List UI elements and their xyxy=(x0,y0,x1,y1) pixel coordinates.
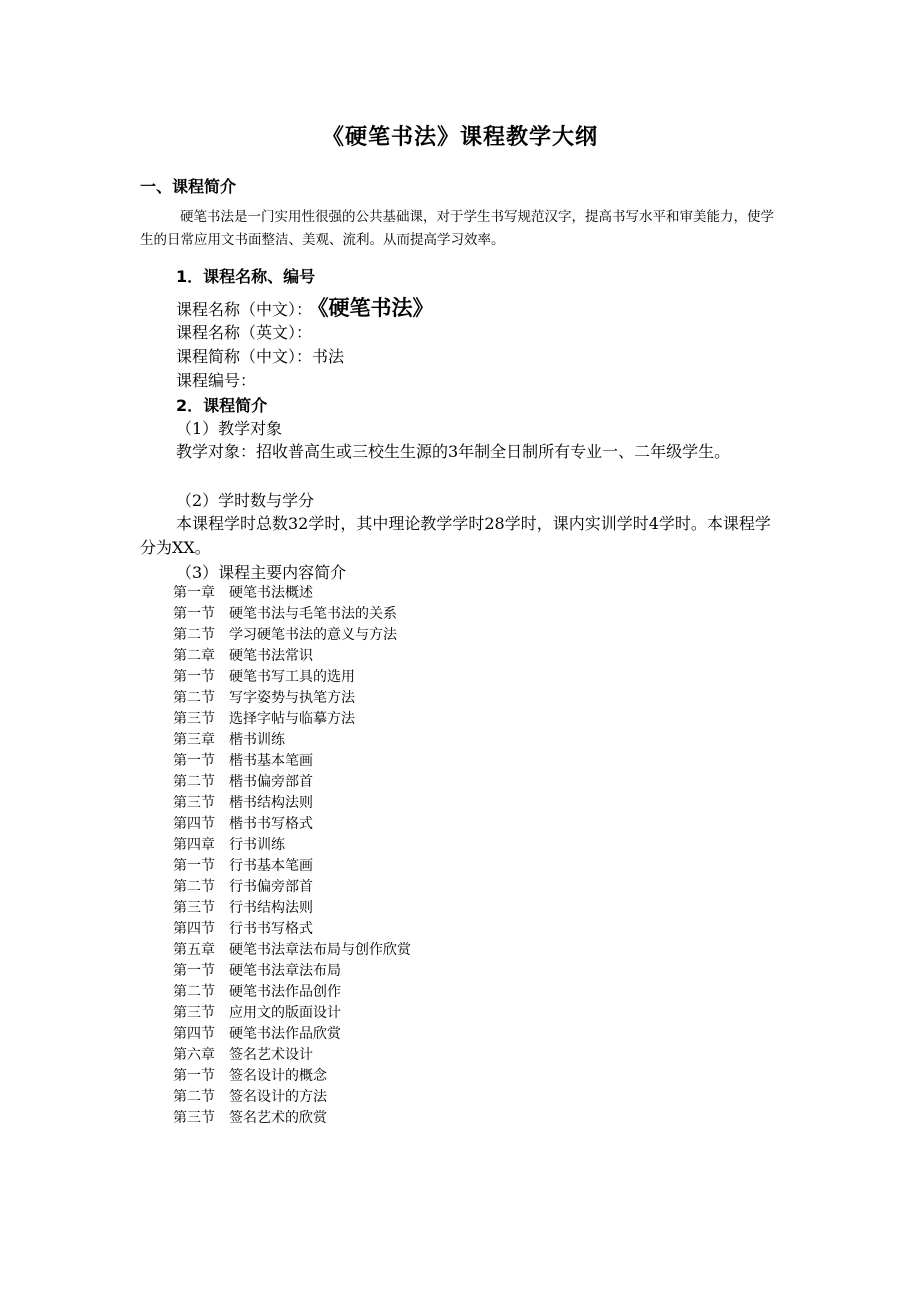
contents-item-title: 硬笔书法作品欣赏 xyxy=(229,1026,341,1042)
contents-item-title: 选择字帖与临摹方法 xyxy=(229,711,355,727)
contents-item-title: 楷书结构法则 xyxy=(229,795,313,811)
heading-course-intro: 2．课程简介 xyxy=(176,396,268,415)
contents-item-number: 第一节 xyxy=(173,669,215,685)
contents-item-number: 第一节 xyxy=(173,963,215,979)
contents-item-number: 第二节 xyxy=(173,1089,215,1105)
heading-course-name-code: 1．课程名称、编号 xyxy=(176,267,316,286)
contents-list-item xyxy=(173,1066,411,1087)
teaching-target-paragraph: 教学对象：招收普高生或三校生生源的3年制全日制所有专业一、二年级学生。 xyxy=(176,442,731,461)
contents-item-number: 第二章 xyxy=(173,648,215,664)
contents-item-title: 楷书书写格式 xyxy=(229,816,313,832)
course-name-cn-row xyxy=(176,292,434,322)
contents-list-item xyxy=(173,814,411,835)
contents-item-title: 硬笔书写工具的选用 xyxy=(229,669,355,685)
contents-item-number: 第一节 xyxy=(173,606,215,622)
contents-item-title: 硬笔书法章法布局与创作欣赏 xyxy=(229,942,411,958)
contents-list-item xyxy=(173,625,411,646)
contents-list-item xyxy=(173,646,411,667)
contents-item-number: 第三节 xyxy=(173,711,215,727)
contents-list-item xyxy=(173,730,411,751)
intro-paragraph: 硬笔书法是一门实用性很强的公共基础课，对于学生书写规范汉字，提高书写水平和审美能力，使学生的日常应用文书面整洁、美观、流利。从而提高学习效率。 xyxy=(140,209,774,248)
contents-item-number: 第四章 xyxy=(173,837,215,853)
contents-list-item xyxy=(173,835,411,856)
contents-item-title: 硬笔书法作品创作 xyxy=(229,984,341,1000)
contents-item-title: 硬笔书法常识 xyxy=(229,648,313,664)
contents-list-item xyxy=(173,583,411,604)
contents-list-item xyxy=(173,982,411,1003)
subheading-teaching-target: （1）教学对象 xyxy=(176,419,283,438)
contents-item-number: 第三节 xyxy=(173,1110,215,1126)
contents-item-title: 楷书训练 xyxy=(229,732,285,748)
contents-item-title: 行书书写格式 xyxy=(229,921,313,937)
contents-list-item xyxy=(173,877,411,898)
contents-item-title: 签名设计的概念 xyxy=(229,1068,327,1084)
contents-item-number: 第五章 xyxy=(173,942,215,958)
contents-list-item xyxy=(173,940,411,961)
contents-list-item xyxy=(173,898,411,919)
contents-list-item xyxy=(173,919,411,940)
contents-list-item xyxy=(173,772,411,793)
course-code-row xyxy=(176,368,256,391)
contents-item-number: 第六章 xyxy=(173,1047,215,1063)
contents-item-title: 硬笔书法概述 xyxy=(229,585,313,601)
contents-item-number: 第二节 xyxy=(173,690,215,706)
contents-list-item xyxy=(173,751,411,772)
contents-item-title: 行书基本笔画 xyxy=(229,858,313,874)
course-name-en-row xyxy=(176,320,312,343)
contents-item-title: 行书结构法则 xyxy=(229,900,313,916)
contents-list-item xyxy=(173,1108,411,1129)
contents-item-number: 第三节 xyxy=(173,795,215,811)
contents-item-title: 楷书基本笔画 xyxy=(229,753,313,769)
contents-list-item xyxy=(173,1003,411,1024)
course-abbr-row xyxy=(176,344,344,367)
contents-item-number: 第三节 xyxy=(173,900,215,916)
contents-item-number: 第一节 xyxy=(173,1068,215,1084)
contents-item-title: 行书训练 xyxy=(229,837,285,853)
contents-list-item xyxy=(173,667,411,688)
contents-item-title: 签名艺术的欣赏 xyxy=(229,1110,327,1126)
course-name-en-label: 课程名称（英文）： xyxy=(176,323,313,342)
course-name-cn-value: 《硬笔书法》 xyxy=(318,296,434,320)
course-code-label: 课程编号： xyxy=(176,371,257,390)
section-heading-intro: 一、课程简介 xyxy=(140,177,237,196)
contents-item-number: 第一章 xyxy=(173,585,215,601)
contents-item-title: 签名艺术设计 xyxy=(229,1047,313,1063)
contents-item-number: 第三章 xyxy=(173,732,215,748)
contents-item-number: 第二节 xyxy=(173,627,215,643)
course-abbr-label: 课程简称（中文）： xyxy=(176,347,313,366)
contents-item-number: 第二节 xyxy=(173,984,215,1000)
contents-list-item xyxy=(173,856,411,877)
contents-list-item xyxy=(173,709,411,730)
contents-item-number: 第二节 xyxy=(173,879,215,895)
subheading-main-contents: （3）课程主要内容简介 xyxy=(176,563,347,582)
contents-item-number: 第一节 xyxy=(173,858,215,874)
contents-item-number: 第一节 xyxy=(173,753,215,769)
contents-item-title: 楷书偏旁部首 xyxy=(229,774,313,790)
contents-item-number: 第三节 xyxy=(173,1005,215,1021)
contents-item-title: 写字姿势与执笔方法 xyxy=(229,690,355,706)
contents-list-item xyxy=(173,1024,411,1045)
contents-item-title: 应用文的版面设计 xyxy=(229,1005,341,1021)
contents-list xyxy=(173,583,411,1129)
contents-item-number: 第四节 xyxy=(173,816,215,832)
contents-item-title: 行书偏旁部首 xyxy=(229,879,313,895)
subheading-hours-credits: （2）学时数与学分 xyxy=(176,491,315,510)
contents-item-title: 硬笔书法章法布局 xyxy=(229,963,341,979)
document-title: 《硬笔书法》课程教学大纲 xyxy=(321,125,598,150)
contents-item-number: 第二节 xyxy=(173,774,215,790)
contents-list-item xyxy=(173,793,411,814)
contents-item-number: 第四节 xyxy=(173,1026,215,1042)
contents-list-item xyxy=(173,1087,411,1108)
contents-item-title: 签名设计的方法 xyxy=(229,1089,327,1105)
contents-list-item xyxy=(173,961,411,982)
contents-list-item xyxy=(173,1045,411,1066)
course-name-cn-label: 课程名称（中文）： xyxy=(176,300,313,319)
contents-list-item xyxy=(173,604,411,625)
hours-credits-paragraph: 本课程学时总数32学时，其中理论教学学时28学时，课内实训学时4学时。本课程学分为XX。 xyxy=(140,514,771,557)
contents-item-title: 硬笔书法与毛笔书法的关系 xyxy=(229,606,397,622)
contents-item-title: 学习硬笔书法的意义与方法 xyxy=(229,627,397,643)
course-abbr-value: 书法 xyxy=(312,347,345,366)
contents-list-item xyxy=(173,688,411,709)
contents-item-number: 第四节 xyxy=(173,921,215,937)
